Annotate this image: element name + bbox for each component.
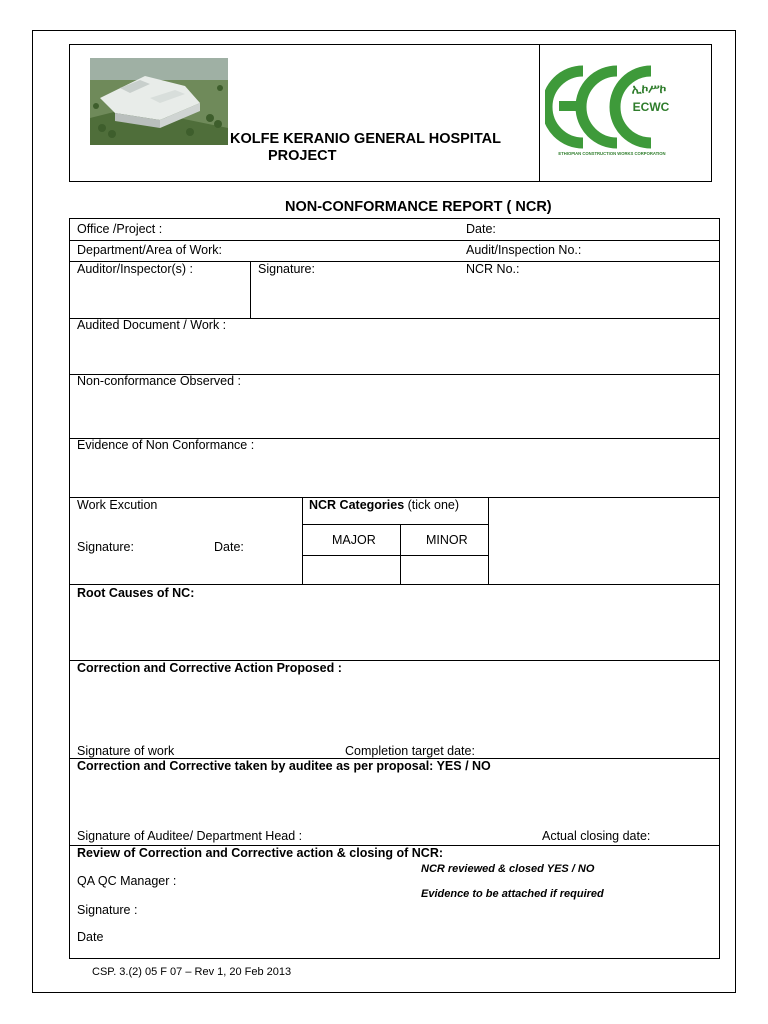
ncr-categories-label	[309, 498, 459, 512]
project-title	[230, 131, 535, 165]
final-date-label: Date	[77, 930, 104, 944]
signature-label: Signature:	[258, 262, 315, 276]
table-border	[69, 958, 720, 959]
row-divider	[69, 240, 720, 241]
category-row-divider	[302, 524, 488, 525]
minor-label: MINOR	[426, 533, 468, 547]
ncr-categories-rest: (tick one)	[404, 498, 460, 512]
work-date-label: Date:	[214, 540, 244, 554]
header-divider	[539, 44, 540, 182]
auditor-label: Auditor/Inspector(s) :	[77, 262, 194, 276]
evidence-attached-label: Evidence to be attached if required	[421, 888, 604, 900]
ecwc-logo	[545, 63, 680, 159]
auditor-column-divider	[250, 261, 251, 318]
table-border	[719, 218, 720, 959]
table-border	[69, 218, 720, 219]
correction-taken-label: Correction and Corrective taken by auditee as per proposal: YES / NO	[77, 759, 491, 773]
qa-manager-label: QA QC Manager :	[77, 874, 177, 888]
project-title-line2: PROJECT	[268, 148, 337, 164]
final-signature-label: Signature :	[77, 903, 138, 917]
work-signature-label: Signature:	[77, 540, 134, 554]
work-execution-label: Work Excution	[77, 498, 158, 512]
table-border	[69, 218, 70, 959]
category-column-divider	[488, 497, 489, 584]
evidence-label: Evidence of Non Conformance :	[77, 438, 255, 452]
audit-no-label: Audit/Inspection No.:	[466, 243, 582, 257]
project-title-line1: KOLFE KERANIO GENERAL HOSPITAL	[230, 131, 501, 147]
minor-checkbox-cell[interactable]	[401, 556, 488, 584]
ncr-categories-bold: NCR Categories	[309, 498, 405, 512]
nc-observed-label: Non-conformance Observed :	[77, 374, 241, 388]
logo-text: ECWC	[632, 100, 670, 114]
department-label: Department/Area of Work:	[77, 243, 222, 257]
signature-of-work-label: Signature of work	[77, 744, 175, 758]
date-label: Date:	[466, 222, 496, 236]
review-heading: Review of Correction and Corrective action & closing of NCR:	[77, 846, 444, 860]
report-title: NON-CONFORMANCE REPORT ( NCR)	[285, 199, 552, 215]
ncr-no-label: NCR No.:	[466, 262, 520, 276]
signature-auditee-label: Signature of Auditee/ Department Head :	[77, 829, 303, 843]
correction-proposed-label: Correction and Corrective Action Proposed :	[77, 661, 342, 675]
actual-closing-label: Actual closing date:	[542, 829, 651, 843]
logo-amharic-text: ኢኮሥኮ	[631, 82, 667, 96]
document-footer: CSP. 3.(2) 05 F 07 – Rev 1, 20 Feb 2013	[92, 966, 292, 978]
major-label: MAJOR	[332, 533, 376, 547]
major-checkbox-cell[interactable]	[303, 556, 400, 584]
logo-subtext: ETHIOPIAN CONSTRUCTION WORKS CORPORATION	[558, 151, 666, 156]
completion-target-label: Completion target date:	[345, 744, 475, 758]
ncr-reviewed-label: NCR reviewed & closed YES / NO	[421, 863, 595, 875]
hospital-rendering-image	[90, 58, 228, 145]
root-causes-label: Root Causes of NC:	[77, 586, 195, 600]
audited-document-label: Audited Document / Work :	[77, 318, 227, 332]
row-divider	[69, 584, 720, 585]
office-project-label: Office /Project :	[77, 222, 163, 236]
